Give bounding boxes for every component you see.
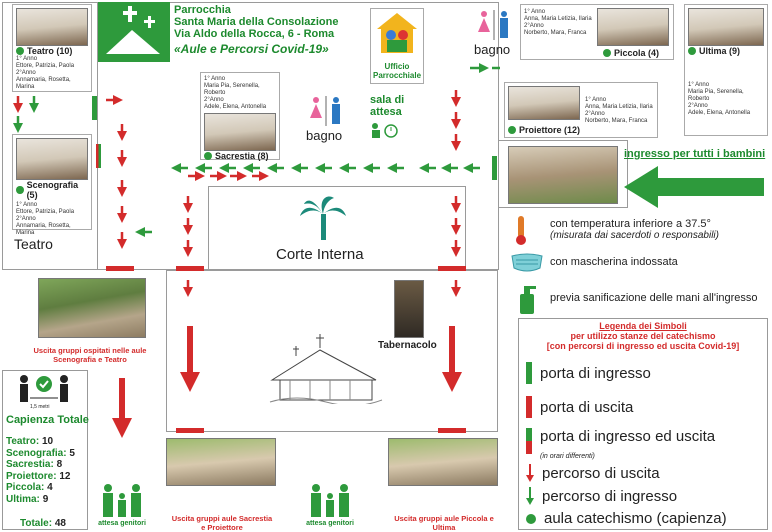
legend-item-door-in: porta di ingresso <box>526 362 651 384</box>
room-dot-icon <box>603 49 611 57</box>
bagno-label-1: bagno <box>306 128 343 143</box>
header-line3: Via Aldo della Rocca, 6 - Roma <box>174 28 335 40</box>
room-dot-icon <box>526 514 536 524</box>
tabernacolo-label: Tabernacolo <box>378 340 437 351</box>
door-out-symbol <box>526 396 532 418</box>
page-subtitle: «Aule e Percorsi Covid-19» <box>174 42 329 56</box>
room-dot-icon <box>508 126 516 134</box>
path-in-arrow-icon <box>526 487 534 505</box>
rule-temperature-text: con temperatura inferiore a 37.5° <box>550 218 711 230</box>
sanitizer-icon <box>516 284 538 319</box>
exit-photo-right <box>388 438 498 486</box>
distance-label: 1,5 metri <box>30 404 50 410</box>
header-line1: Parrocchia <box>174 4 231 16</box>
capacity-list <box>6 436 75 505</box>
capacity-ultima: Ultima: 9 <box>6 493 49 505</box>
legend-title-1: Legenda dei Simboli <box>599 321 687 331</box>
room-title-proiettore: Proiettore (12) <box>508 125 580 135</box>
exit-label-mid: Uscita gruppi aule Sacrestia e Proiettore <box>171 514 273 532</box>
legend-title-3: [con percorsi di ingresso ed uscita Covid-19] <box>546 341 740 351</box>
room-photo-ultima <box>688 8 764 46</box>
capacity-total: Totale: 48 <box>20 518 66 529</box>
exit-arrow-left-icon <box>112 378 132 438</box>
parents-icon-2 <box>308 484 352 523</box>
room-names-sacrestia: 1° Anno Maria Pia, Serenella, Roberto 2°Anno Adele, Elena, Antonella <box>204 76 267 110</box>
room-names-proiettore: 1° Anno Anna, Maria Letizia, Ilaria 2°Anno Norberto, Mara, Franca <box>585 97 653 124</box>
legend-item-path-in: percorso di ingresso <box>526 487 677 505</box>
thermometer-icon <box>514 216 528 251</box>
path-out-arrow-icon <box>526 464 534 482</box>
room-title-teatro: Teatro (10) <box>16 46 88 56</box>
mask-icon <box>510 252 544 279</box>
rule-mask: con mascherina indossata <box>550 256 678 268</box>
door-in-symbol <box>526 362 532 384</box>
capacity-piccola: Piccola: 4 <box>6 482 53 493</box>
entrance-arrow-icon <box>624 166 766 213</box>
legend-title <box>520 321 766 351</box>
door-inout-symbol <box>526 428 532 454</box>
room-card-proiettore <box>504 82 658 138</box>
exit-arrow-mid-icon <box>180 326 200 392</box>
room-photo-piccola <box>597 8 669 46</box>
legend-item-room: aula catechismo (capienza) <box>526 510 727 527</box>
door-out-church-right <box>438 428 466 433</box>
ufficio-label: Ufficio Parrocchiale <box>372 62 422 80</box>
waiting-parents-label-1: attesa genitori <box>98 520 146 527</box>
bagno-label-2: bagno <box>474 42 511 57</box>
rule-sanitizer: previa sanificazione delle mani all'ingresso <box>550 292 758 304</box>
room-photo-proiettore <box>508 86 580 120</box>
exit-photo-mid <box>166 438 276 486</box>
entrance-photo <box>508 146 618 204</box>
room-title-scenografia: Scenografia (5) <box>16 180 88 200</box>
room-dot-icon <box>688 47 696 55</box>
capacity-teatro: Teatro: 10 <box>6 436 54 447</box>
room-card-piccola <box>520 4 674 60</box>
room-title-ultima: Ultima (9) <box>688 46 764 56</box>
capacity-scenografia: Scenografia: 5 <box>6 447 75 459</box>
sala-attesa-label: sala di attesa <box>370 94 405 118</box>
exit-arrow-right-icon <box>442 326 462 392</box>
room-title-sacrestia: Sacrestia (8) <box>204 151 276 161</box>
legend-item-door-out: porta di uscita <box>526 396 633 418</box>
parents-icon-1 <box>100 484 144 523</box>
corte-interna-label: Corte Interna <box>276 246 364 263</box>
header-line2: Santa Maria della Consolazione <box>174 16 339 28</box>
entrance-label: ingresso per tutti i bambini <box>624 148 766 160</box>
room-names-scenografia: 1° Anno Ettore, Patrizia, Paola 2°Anno Annamaria, Rosetta, Marina <box>16 202 75 236</box>
room-names-piccola: 1° Anno Anna, Maria Letizia, Ilaria 2°Anno Norberto, Mara, Franca <box>524 9 592 36</box>
room-title-piccola: Piccola (4) <box>603 48 659 58</box>
capacity-title: Capienza Totale <box>6 414 89 426</box>
room-card-ultima <box>684 4 768 136</box>
teatro-label: Teatro <box>14 236 53 252</box>
waiting-parents-label-2: attesa genitori <box>306 520 354 527</box>
door-out-church-left <box>176 428 204 433</box>
capacity-proiettore: Proiettore: 12 <box>6 470 71 482</box>
church-drawing <box>266 332 384 409</box>
rule-temperature <box>550 218 719 241</box>
path-arrows <box>0 0 500 330</box>
room-names-ultima: 1° Anno Maria Pia, Serenella, Roberto 2°Anno Adele, Elena, Antonella <box>688 82 751 116</box>
rule-temperature-note: (misurata dai sacerdoti o responsabili) <box>550 230 719 241</box>
exit-label-right: Uscita gruppi aule Piccola e Ultima <box>394 514 494 532</box>
exit-label-left: Uscita gruppi ospitati nelle aule Scenografia e Teatro <box>33 346 147 364</box>
legend-item-path-out: percorso di uscita <box>526 464 660 482</box>
capacity-sacrestia: Sacrestia: 8 <box>6 459 63 470</box>
legend-item-door-inout: porta di ingresso ed uscita (in orari differenti) <box>526 428 715 462</box>
room-names-teatro: 1° Anno Ettore, Patrizia, Paola 2°Anno Annamaria, Rosetta, Marina <box>16 56 75 90</box>
legend-title-2: per utilizzo stanze del catechismo <box>570 331 716 341</box>
